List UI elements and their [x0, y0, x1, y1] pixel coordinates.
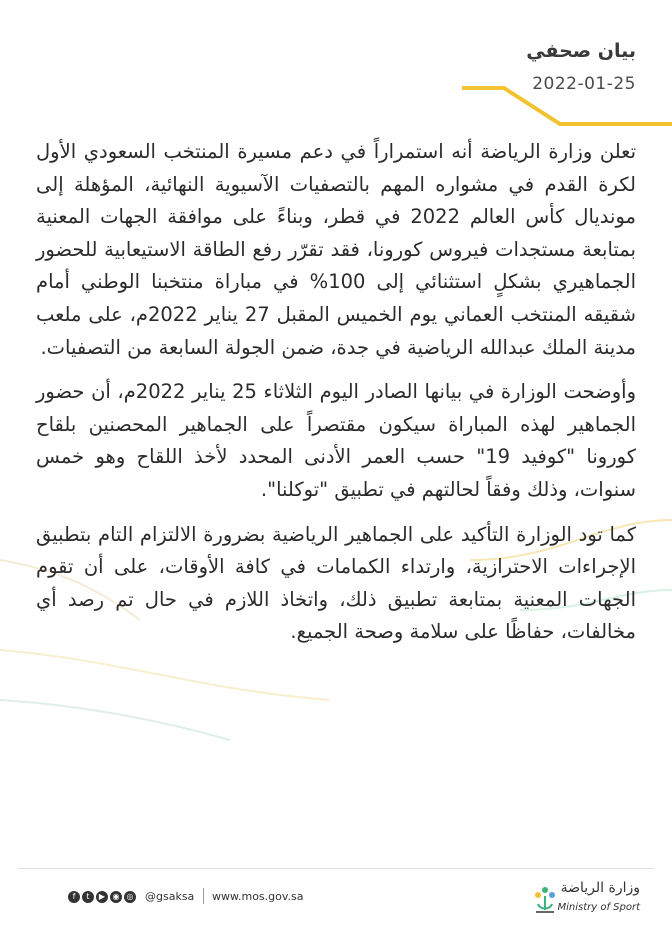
- footer-separator: [203, 888, 204, 904]
- paragraph-1: تعلن وزارة الرياضة أنه استمراراً في دعم مسيرة المنتخب السعودي الأول لكرة القدم في مشواره المهم بالتصفيات الآسيوية النهائية، المؤهلة إلى مونديال كأس العالم 2022 في قطر، وبناءً على موافقة الجهات المعنية بمتابعة مستجدات فيروس كورونا، فقد تقرّر رفع الطاقة الاستيعابية للحضور الجماهيري بشكلٍ استثنائي إلى 100% في مباراة منتخبنا الوطني أمام شقيقه المنتخب العماني يوم الخميس المقبل 27 يناير 2022م، على ملعب مدينة الملك عبدالله الرياضية في جدة، ضمن الجولة السابعة من التصفيات.: [36, 140, 636, 359]
- press-header: [526, 40, 636, 94]
- footer-divider: [18, 868, 654, 869]
- paragraph-3: كما تود الوزارة التأكيد على الجماهير الرياضية بضرورة الالتزام التام بتطبيق الإجراءات الاحترازية، وارتداء الكمامات في كافة الأوقات، على أن تقوم الجهات المعنية بمتابعة تطبيق ذلك، واتخاذ اللازم في حال تم رصد أي مخالفات، حفاظًا على سلامة وصحة الجميع.: [36, 522, 636, 644]
- footer: [0, 868, 672, 928]
- release-date: 2022-01-25: [532, 74, 636, 94]
- press-release-body: [36, 136, 636, 661]
- facebook-icon[interactable]: f: [68, 891, 80, 903]
- youtube-icon[interactable]: ▶: [96, 891, 108, 903]
- paragraph-2: وأوضحت الوزارة في بيانها الصادر اليوم الثلاثاء 25 يناير 2022م، أن حضور الجماهير لهذه المباراة سيكون مقتصراً على الجماهير المحصنين بلقاح كورونا "كوفيد 19" حسب العمر الأدنى المحدد لأخذ اللقاح وهو خمس سنوات، وذلك وفقاً لحالتهم في تطبيق "توكلنا".: [36, 380, 636, 501]
- ministry-emblem-icon: [530, 882, 560, 918]
- logo-arabic-text: وزارة الرياضة: [560, 880, 640, 896]
- social-icons: [68, 891, 136, 903]
- ministry-logo: [530, 878, 640, 926]
- twitter-icon[interactable]: t: [82, 891, 94, 903]
- logo-english-text: Ministry of Sport: [557, 902, 640, 913]
- page-title: بيان صحفي: [526, 40, 636, 62]
- snapchat-icon[interactable]: ◉: [110, 891, 122, 903]
- website-link[interactable]: www.mos.gov.sa: [212, 890, 304, 903]
- instagram-icon[interactable]: ◎: [124, 891, 136, 903]
- social-handle[interactable]: @gsaksa: [145, 890, 195, 903]
